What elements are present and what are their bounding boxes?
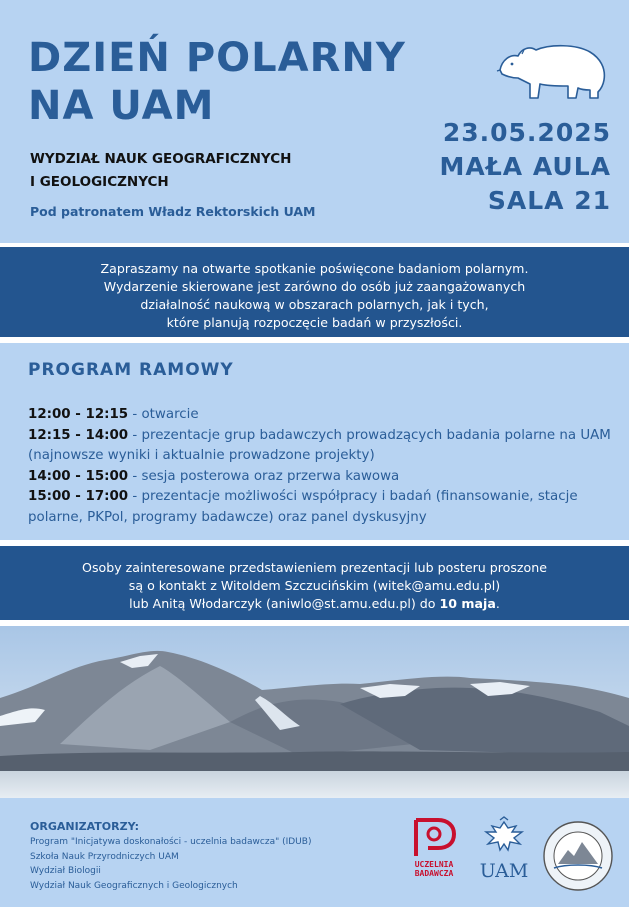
schedule-item [28,487,613,528]
faculty-line-2: I GEOLOGICZNYCH [30,174,169,190]
header-section [0,0,629,243]
event-date: 23.05.2025 [442,118,611,147]
polar-bear-icon [492,40,610,102]
footer-section [0,798,629,907]
schedule-item [28,467,613,488]
invite-line-2: Wydarzenie skierowane jest zarówno do osób już zaangażowanych [103,279,526,294]
schedule-item [28,426,613,467]
logo-ub-line-2: BADAWCZA [414,869,454,878]
faculty-line-1: WYDZIAŁ NAUK GEOGRAFICZNYCH [30,151,292,167]
title-line-1: DZIEŃ POLARNY [28,35,406,81]
faculty-name [30,148,291,194]
organizer-item: Wydział Nauk Geograficznych i Geologicznych [30,880,238,891]
schedule-desc: - otwarcie [128,407,199,422]
organizer-item: Szkoła Nauk Przyrodniczych UAM [30,851,179,862]
organizers-list [30,835,311,893]
contact-line-2: są o kontakt z Witoldem Szczucińskim (witek@amu.edu.pl) [128,578,501,593]
program-section [0,343,629,540]
schedule-list [28,405,613,528]
contact-deadline: 10 maja [439,596,496,611]
contact-band [0,543,629,623]
contact-line-1: Osoby zainteresowane przedstawieniem prezentacji lub posteru proszone [82,560,547,575]
contact-line-3-suffix: . [495,596,500,611]
invite-line-3: działalność naukową w obszarach polarnych, jak i tych, [140,297,489,312]
uczelnia-badawcza-text [408,860,460,878]
organizers-title: ORGANIZATORZY: [30,820,140,833]
invitation-band [0,244,629,340]
schedule-time: 12:15 - 14:00 [28,427,129,443]
event-venue: MAŁA AULA [439,152,611,181]
schedule-time: 12:00 - 12:15 [28,407,129,422]
schedule-desc: - prezentacje grup badawczych prowadzących badania polarne na UAM (najnowsze wyniki i aktualnie prowadzone projekty) [28,427,611,463]
contact-line-3 [0,595,629,613]
event-room: SALA 21 [487,186,611,215]
uczelnia-badawcza-icon [408,816,460,860]
eagle-icon [476,816,532,860]
program-title: PROGRAM RAMOWY [28,360,234,380]
faculty-seal-icon [542,820,614,892]
uczelnia-badawcza-logo [408,816,460,890]
uam-logo-text: UAM [479,860,529,882]
organizer-item: Wydział Biologii [30,866,101,876]
invite-line-4: które planują rozpoczęcie badań w przyszłości. [166,315,463,330]
invite-line-1: Zapraszamy na otwarte spotkanie poświęcone badaniom polarnym. [100,261,529,276]
organizer-item: Program "Inicjatywa doskonałości - uczelnia badawcza" (IDUB) [30,837,312,847]
logo-ub-line-1: UCZELNIA [414,860,454,869]
event-details [440,116,612,218]
schedule-desc: - prezentacje możliwości współpracy i badań (finansowanie, stacje polarne, PKPol, programy badawcze) oraz panel dyskusyjny [28,489,578,525]
patronage-text: Pod patronatem Władz Rektorskich UAM [30,204,316,219]
schedule-item [28,405,613,426]
title-line-2: NA UAM [28,83,215,129]
schedule-time: 15:00 - 17:00 [28,489,129,504]
schedule-desc: - sesja posterowa oraz przerwa kawowa [128,468,400,484]
arctic-landscape-image [0,626,629,798]
contact-line-3-prefix: lub Anitą Włodarczyk (aniwlo@st.amu.edu.pl) do [129,596,440,611]
page-title [28,34,406,130]
schedule-time: 14:00 - 15:00 [28,468,129,484]
uam-logo [476,816,532,886]
